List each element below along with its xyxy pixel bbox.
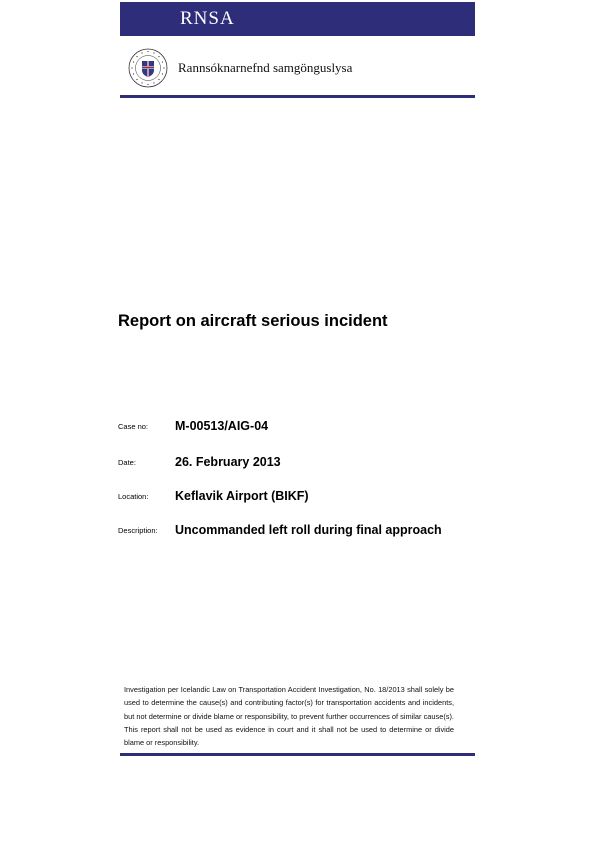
location-value: Keflavik Airport (BIKF) xyxy=(175,489,309,503)
header-divider xyxy=(120,95,475,98)
location-field xyxy=(118,483,478,503)
description-label: Description: xyxy=(118,526,158,535)
date-field xyxy=(118,449,478,469)
case-number-label: Case no: xyxy=(118,422,149,431)
description-value: Uncommanded left roll during final approach xyxy=(175,523,442,537)
header-acronym: RNSA xyxy=(180,8,235,29)
organization-row xyxy=(120,46,475,90)
report-title: Report on aircraft serious incident xyxy=(118,312,388,330)
organization-name: Rannsóknarnefnd samgönguslysa xyxy=(178,60,353,75)
footer-divider xyxy=(120,753,475,756)
date-label: Date: xyxy=(118,458,136,467)
header-band xyxy=(120,2,475,36)
case-number-value: M-00513/AIG-04 xyxy=(175,419,269,433)
location-label: Location: xyxy=(118,492,149,501)
case-number-field xyxy=(118,413,478,433)
seal-logo-icon xyxy=(128,48,168,88)
date-value: 26. February 2013 xyxy=(175,455,281,469)
legal-disclaimer: Investigation per Icelandic Law on Transportation Accident Investigation, No. 18/2013 shall solely be used to determine the cause(s) and contributing factor(s) for transportation accidents and incidents, but not determine or divide blame or responsibility, to prevent further occurrences of similar cause(s). This report shall not be used as evidence in court and it shall not be used to determine or divide blame or responsibility. xyxy=(124,685,454,748)
description-field xyxy=(118,517,478,537)
